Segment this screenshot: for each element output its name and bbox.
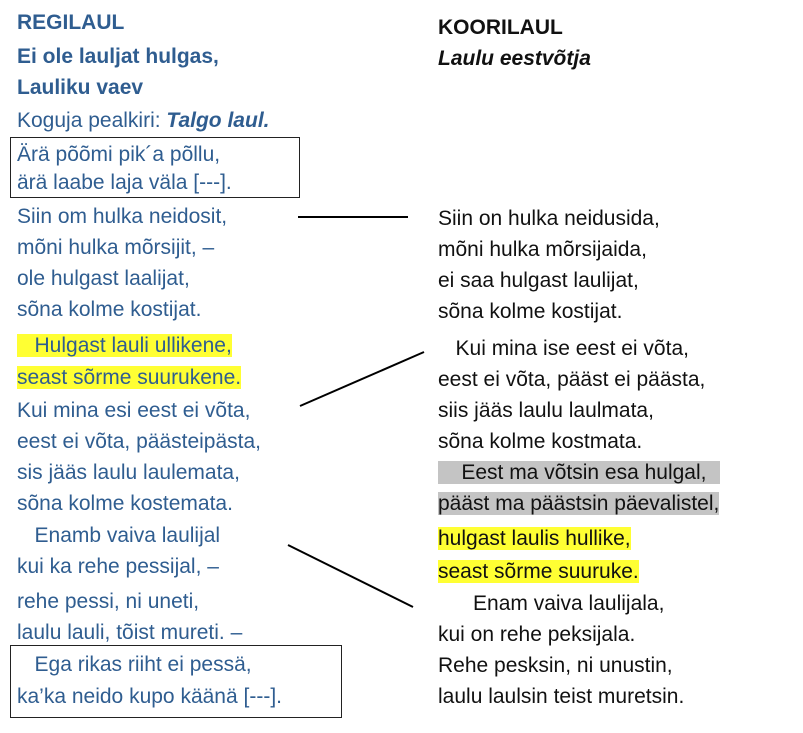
- left-line: Ärä põõmi pik´a põllu,: [17, 143, 221, 166]
- right-line: kui on rehe peksijala.: [438, 623, 636, 646]
- left-subtitle-1: Ei ole lauljat hulgas,: [17, 45, 219, 68]
- left-line: laulu lauli, tõist mureti. –: [17, 621, 243, 644]
- left-line: Ega rikas riiht ei pessä,: [17, 653, 252, 676]
- right-line: eest ei võta, pääst ei päästa,: [438, 368, 706, 391]
- right-highlight-gray: Eest ma võtsin esa hulgal,: [438, 461, 720, 484]
- left-line: sõna kolme kostijat.: [17, 298, 202, 321]
- left-highlight-yellow: seast sõrme suurukene.: [17, 366, 242, 389]
- left-line: ole hulgast laalijat,: [17, 267, 190, 290]
- right-line: Rehe pesksin, ni unustin,: [438, 654, 673, 677]
- right-line: sõna kolme kostijat.: [438, 300, 623, 323]
- left-line: eest ei võta, päästeipästa,: [17, 430, 261, 453]
- right-highlight-yellow: hulgast laulis hullike,: [438, 527, 631, 550]
- left-line: Siin om hulka neidosit,: [17, 205, 228, 228]
- right-line: laulu laulsin teist muretsin.: [438, 685, 685, 708]
- right-highlight-yellow: seast sõrme suuruke.: [438, 560, 639, 583]
- left-line: ärä laabe laja väla [---].: [17, 171, 232, 194]
- right-line: sõna kolme kostmata.: [438, 430, 643, 453]
- right-heading: KOORILAUL: [438, 16, 563, 39]
- right-subtitle: Laulu eestvõtja: [438, 47, 591, 70]
- connector-line: [288, 545, 413, 607]
- right-line: Siin on hulka neidusida,: [438, 207, 660, 230]
- collector-title-value: Talgo laul.: [166, 109, 270, 132]
- left-line: Enamb vaiva laulijal: [17, 524, 221, 547]
- left-line: Kui mina esi eest ei võta,: [17, 399, 251, 422]
- right-line: siis jääs laulu laulmata,: [438, 399, 654, 422]
- collector-title-label: Koguja pealkiri:: [17, 109, 167, 132]
- connector-line: [300, 352, 424, 406]
- right-line: ei saa hulgast laulijat,: [438, 269, 639, 292]
- right-highlight-gray: pääst ma päästsin päevalistel,: [438, 492, 720, 515]
- left-line: kui ka rehe pessijal, –: [17, 555, 219, 578]
- left-line: mõni hulka mõrsijit, –: [17, 236, 215, 259]
- left-line: rehe pessi, ni uneti,: [17, 590, 200, 613]
- right-line: mõni hulka mõrsijaida,: [438, 238, 647, 261]
- left-line: ka’ka neido kupo käänä [---].: [17, 685, 282, 708]
- left-highlight-yellow: Hulgast lauli ullikene,: [17, 334, 232, 357]
- left-line: sis jääs laulu laulemata,: [17, 461, 240, 484]
- left-subtitle-2: Lauliku vaev: [17, 76, 144, 99]
- left-heading: REGILAUL: [17, 11, 125, 34]
- right-line: Enam vaiva laulijala,: [438, 592, 665, 615]
- left-line: sõna kolme kostemata.: [17, 492, 233, 515]
- right-line: Kui mina ise eest ei võta,: [438, 337, 689, 360]
